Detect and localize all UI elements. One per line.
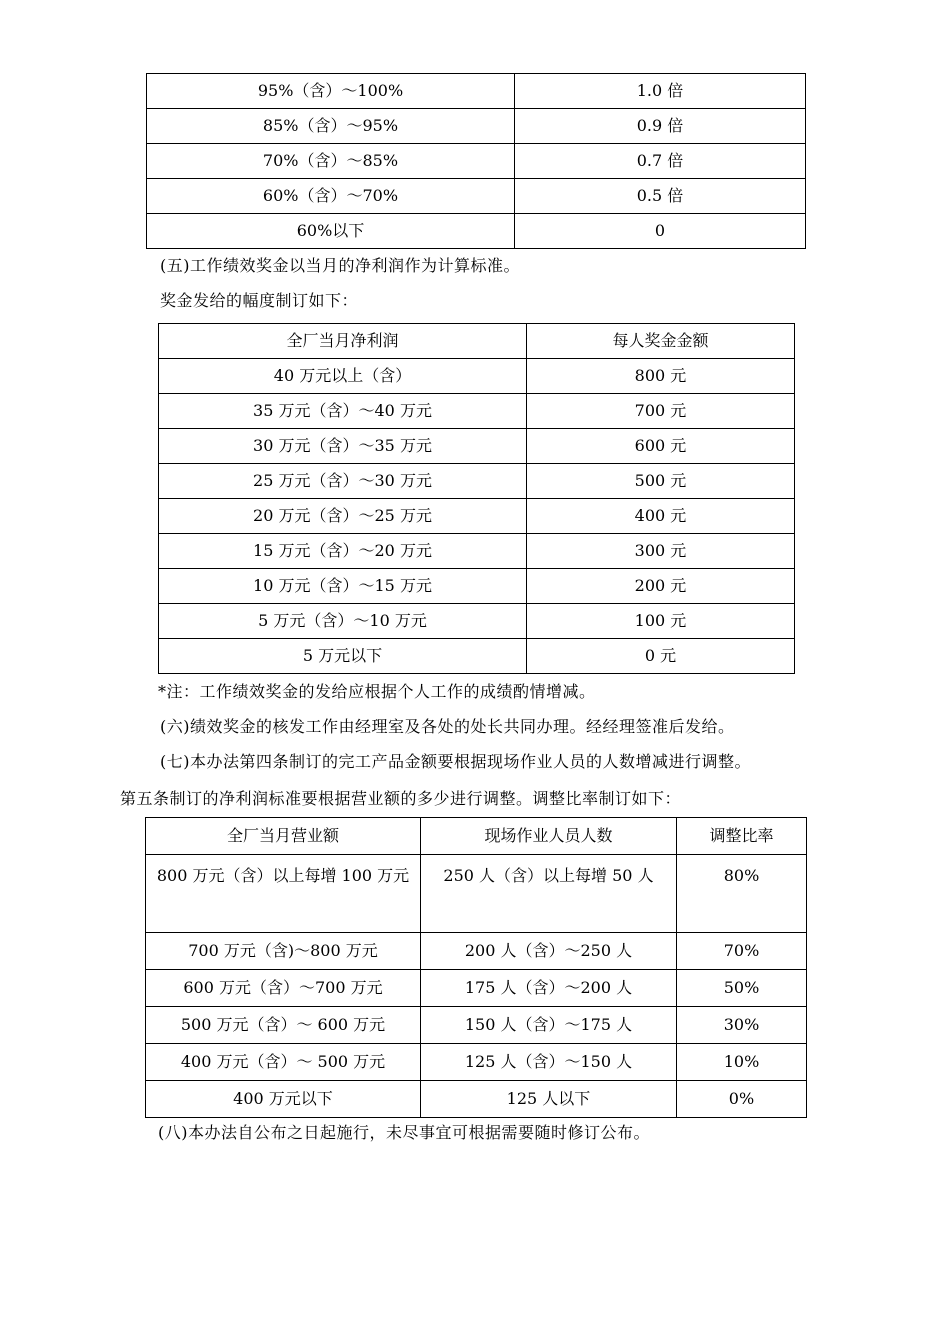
ratio-cell: 30%: [677, 1007, 807, 1044]
table-row: [146, 855, 807, 933]
column-header: 全厂当月净利润: [159, 324, 527, 359]
bonus-cell: 300 元: [527, 534, 795, 569]
staff-cell: 125 人以下: [421, 1081, 677, 1118]
multiple-cell: 0.9 倍: [515, 109, 806, 144]
bonus-cell: 600 元: [527, 429, 795, 464]
table-row: [146, 970, 807, 1007]
table-row: [159, 534, 795, 569]
table-row: [159, 499, 795, 534]
adjustment-ratio-table: [145, 817, 807, 1118]
profit-cell: 25 万元（含）～30 万元: [159, 464, 527, 499]
table-row: [159, 569, 795, 604]
bonus-cell: 700 元: [527, 394, 795, 429]
revenue-cell: 400 万元以下: [146, 1081, 421, 1118]
bonus-cell: 800 元: [527, 359, 795, 394]
profit-cell: 10 万元（含）～15 万元: [159, 569, 527, 604]
paragraph-bonus-scale: 奖金发给的幅度制订如下：: [160, 291, 359, 310]
paragraph-eight: (八)本办法自公布之日起施行，未尽事宜可根据需要随时修订公布。: [158, 1123, 650, 1142]
multiple-cell: 0.7 倍: [515, 144, 806, 179]
multiple-cell: 0.5 倍: [515, 179, 806, 214]
table-row: [147, 214, 806, 249]
table-row: [159, 604, 795, 639]
paragraph-seven-continued: 第五条制订的净利润标准要根据营业额的多少进行调整。调整比率制订如下：: [120, 789, 682, 808]
note-text: *注：工作绩效奖金的发给应根据个人工作的成绩酌情增减。: [158, 682, 596, 701]
staff-cell: 125 人（含）～150 人: [421, 1044, 677, 1081]
profit-cell: 15 万元（含）～20 万元: [159, 534, 527, 569]
column-header: 全厂当月营业额: [146, 818, 421, 855]
profit-cell: 5 万元以下: [159, 639, 527, 674]
bonus-cell: 400 元: [527, 499, 795, 534]
table-row: [146, 1007, 807, 1044]
staff-cell: 250 人（含）以上每增 50 人: [421, 855, 677, 933]
multiple-cell: 1.0 倍: [515, 74, 806, 109]
range-cell: 60%以下: [147, 214, 515, 249]
table-row: [159, 429, 795, 464]
bonus-cell: 0 元: [527, 639, 795, 674]
profit-cell: 20 万元（含）～25 万元: [159, 499, 527, 534]
profit-cell: 30 万元（含）～35 万元: [159, 429, 527, 464]
table-row: [159, 359, 795, 394]
staff-cell: 150 人（含）～175 人: [421, 1007, 677, 1044]
profit-cell: 5 万元（含）～10 万元: [159, 604, 527, 639]
ratio-cell: 80%: [677, 855, 807, 933]
ratio-cell: 70%: [677, 933, 807, 970]
revenue-cell: 400 万元（含）～ 500 万元: [146, 1044, 421, 1081]
table-header-row: [159, 324, 795, 359]
profit-cell: 40 万元以上（含）: [159, 359, 527, 394]
range-cell: 85%（含）～95%: [147, 109, 515, 144]
table-row: [147, 109, 806, 144]
staff-cell: 200 人（含）～250 人: [421, 933, 677, 970]
revenue-cell: 500 万元（含）～ 600 万元: [146, 1007, 421, 1044]
ratio-cell: 10%: [677, 1044, 807, 1081]
table-row: [159, 464, 795, 499]
table-row: [146, 1081, 807, 1118]
bonus-cell: 500 元: [527, 464, 795, 499]
column-header: 调整比率: [677, 818, 807, 855]
range-cell: 60%（含）～70%: [147, 179, 515, 214]
paragraph-six: (六)绩效奖金的核发工作由经理室及各处的处长共同办理。经经理签准后发给。: [160, 717, 735, 736]
completion-multiplier-table: [146, 73, 806, 249]
range-cell: 70%（含）～85%: [147, 144, 515, 179]
paragraph-five: (五)工作绩效奖金以当月的净利润作为计算标准。: [160, 256, 520, 275]
table-row: [159, 639, 795, 674]
revenue-cell: 800 万元（含）以上每增 100 万元: [146, 855, 421, 933]
profit-bonus-table: [158, 323, 795, 674]
table-row: [146, 1044, 807, 1081]
bonus-cell: 100 元: [527, 604, 795, 639]
bonus-cell: 200 元: [527, 569, 795, 604]
staff-cell: 175 人（含）～200 人: [421, 970, 677, 1007]
table-row: [147, 179, 806, 214]
column-header: 每人奖金金额: [527, 324, 795, 359]
revenue-cell: 700 万元（含)～800 万元: [146, 933, 421, 970]
paragraph-seven: (七)本办法第四条制订的完工产品金额要根据现场作业人员的人数增减进行调整。: [160, 752, 751, 771]
ratio-cell: 0%: [677, 1081, 807, 1118]
column-header: 现场作业人员人数: [421, 818, 677, 855]
revenue-cell: 600 万元（含）～700 万元: [146, 970, 421, 1007]
table-row: [147, 74, 806, 109]
table-header-row: [146, 818, 807, 855]
table-row: [159, 394, 795, 429]
table-row: [147, 144, 806, 179]
table-row: [146, 933, 807, 970]
range-cell: 95%（含）～100%: [147, 74, 515, 109]
multiple-cell: 0: [515, 214, 806, 249]
profit-cell: 35 万元（含）～40 万元: [159, 394, 527, 429]
ratio-cell: 50%: [677, 970, 807, 1007]
